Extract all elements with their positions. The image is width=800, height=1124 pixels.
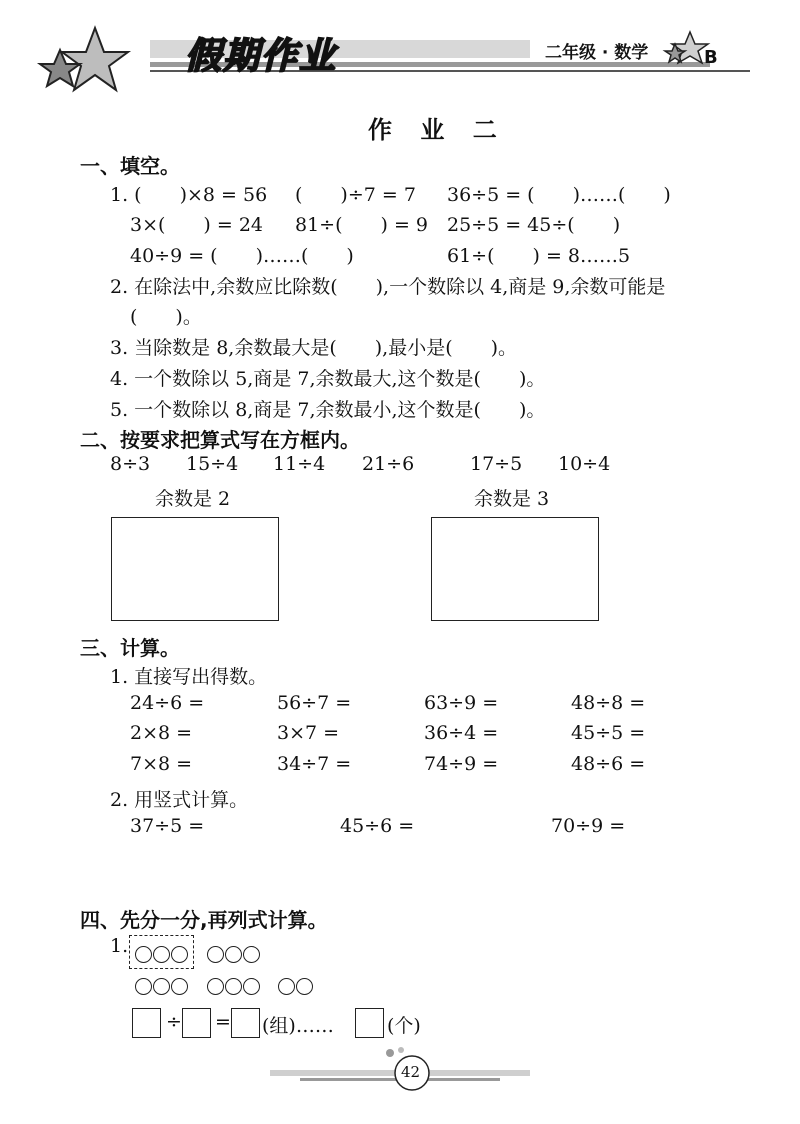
section2-heading: 二、按要求把算式写在方框内。 (80, 428, 360, 452)
expression: 10÷4 (558, 453, 611, 475)
page-number: 42 (401, 1063, 421, 1081)
circle-icon (207, 946, 224, 963)
q1-row1-c: 36÷5 = ( )……( ) (447, 184, 671, 206)
circle-icon (278, 978, 295, 995)
header-decoration (0, 0, 800, 110)
circle-icon (225, 978, 242, 995)
q4: 4. 一个数除以 5,商是 7,余数最大,这个数是( )。 (110, 368, 546, 390)
expression: 11÷4 (273, 453, 326, 475)
circle-icon (135, 978, 152, 995)
divisor-input-box[interactable] (182, 1008, 211, 1038)
circle-group (135, 944, 189, 963)
expression: 8÷3 (110, 453, 151, 475)
divide-sign: ÷ (166, 1011, 182, 1033)
circle-group (207, 944, 261, 963)
brand-title: 假期作业 (185, 36, 338, 77)
calc-item: 36÷4 = (424, 722, 499, 744)
calc-item: 74÷9 = (424, 753, 499, 775)
group-unit-text: (组)…… (262, 1015, 334, 1037)
calc-item: 2×8 = (130, 722, 193, 744)
section3-heading: 三、计算。 (80, 636, 180, 660)
remainder-input-box[interactable] (355, 1008, 384, 1038)
page-title: 作 业 二 (368, 116, 507, 144)
q1-row1-b: ( )÷7 = 7 (295, 184, 416, 206)
q1-row2-c: 25÷5 = 45÷( ) (447, 214, 621, 236)
box-label-remainder-3: 余数是 3 (474, 488, 550, 510)
vertical-calc-item: 45÷6 = (340, 815, 415, 837)
circle-icon (225, 946, 242, 963)
circle-icon (207, 978, 224, 995)
expression: 21÷6 (362, 453, 415, 475)
calc-item: 3×7 = (277, 722, 340, 744)
expression: 15÷4 (186, 453, 239, 475)
circle-group (278, 976, 314, 995)
vertical-calc-item: 70÷9 = (551, 815, 626, 837)
circle-group (207, 976, 261, 995)
circle-icon (296, 978, 313, 995)
circle-icon (153, 978, 170, 995)
footer-decoration (0, 1040, 800, 1124)
box-label-remainder-2: 余数是 2 (155, 488, 231, 510)
circle-icon (243, 946, 260, 963)
circle-icon (171, 946, 188, 963)
calc-item: 45÷5 = (571, 722, 646, 744)
q1-row3-b: 61÷( ) = 8……5 (447, 245, 631, 267)
calc-item: 7×8 = (130, 753, 193, 775)
equal-sign: = (215, 1011, 231, 1033)
q3: 3. 当除数是 8,余数最大是( ),最小是( )。 (110, 337, 518, 359)
calc-item: 56÷7 = (277, 692, 352, 714)
answer-box-remainder-2[interactable] (111, 517, 279, 621)
star-icon (40, 28, 128, 90)
item-unit-text: (个) (387, 1015, 421, 1037)
circle-icon (153, 946, 170, 963)
circle-icon (135, 946, 152, 963)
sub1-label: 1. 直接写出得数。 (110, 666, 268, 688)
q2-line1: 2. 在除法中,余数应比除数( ),一个数除以 4,商是 9,余数可能是 (110, 276, 666, 298)
section1-heading: 一、填空。 (80, 154, 180, 178)
vertical-calc-item: 37÷5 = (130, 815, 205, 837)
q1-row1-a: 1. ( )×8 = 56 (110, 184, 268, 206)
sub2-label: 2. 用竖式计算。 (110, 789, 249, 811)
q1-row3-a: 40÷9 = ( )……( ) (130, 245, 354, 267)
dividend-input-box[interactable] (132, 1008, 161, 1038)
edition-badge: B (704, 47, 718, 68)
section4-heading: 四、先分一分,再列式计算。 (80, 908, 328, 932)
q5: 5. 一个数除以 8,商是 7,余数最小,这个数是( )。 (110, 399, 546, 421)
circle-group (135, 976, 189, 995)
circle-icon (171, 978, 188, 995)
q4-1-label: 1. (110, 935, 129, 957)
q1-row2-a: 3×( ) = 24 (130, 214, 264, 236)
q2-line2: ( )。 (130, 306, 202, 328)
expression: 17÷5 (470, 453, 523, 475)
calc-item: 63÷9 = (424, 692, 499, 714)
star-icon (665, 32, 708, 63)
calc-item: 24÷6 = (130, 692, 205, 714)
answer-box-remainder-3[interactable] (431, 517, 599, 621)
quotient-input-box[interactable] (231, 1008, 260, 1038)
q1-row2-b: 81÷( ) = 9 (295, 214, 429, 236)
grade-subject-label: 二年级 · 数学 (545, 43, 649, 63)
circle-icon (243, 978, 260, 995)
calc-item: 48÷6 = (571, 753, 646, 775)
calc-item: 48÷8 = (571, 692, 646, 714)
calc-item: 34÷7 = (277, 753, 352, 775)
